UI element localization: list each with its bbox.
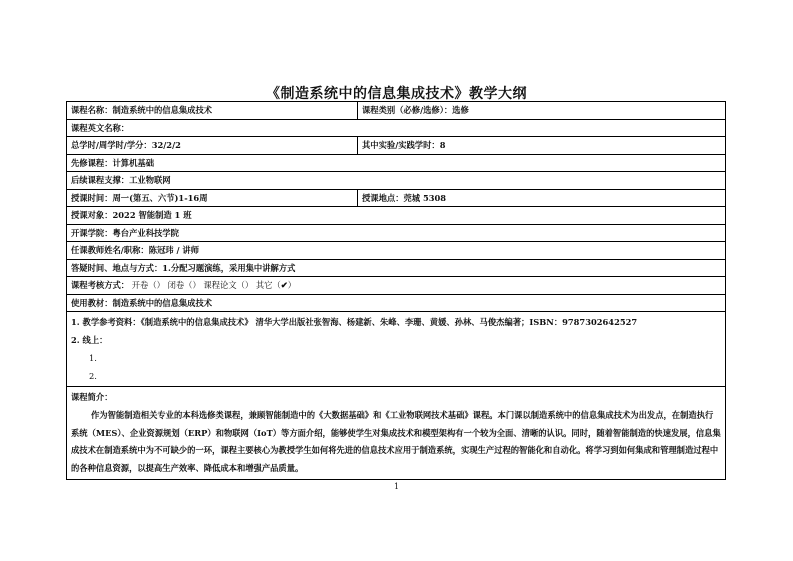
cell-qa [67,260,299,277]
reference-text: 《制造系统中的信息集成技术》 清华大学出版社张智海、杨建新、朱峰、李珊、黄媛、孙林、马俊杰编著； [140,317,530,327]
reference-line-1 [67,312,725,332]
syllabus-table [66,101,726,480]
row-college [67,225,725,243]
row-teacher [67,242,725,260]
row-intro [67,387,725,479]
label-prereq: 先修课程： [71,157,113,168]
cell-course-type [358,102,725,119]
row-assessment [67,277,725,295]
reference-line-2 [67,332,725,350]
value-college: 粤台产业科技学院 [112,227,179,238]
cell-lab-hours [358,137,725,154]
page-number: 1 [393,482,400,491]
label-time: 授课时间： [71,192,113,203]
cell-followup [67,172,175,189]
cell-audience [67,207,196,224]
label-college: 开课学院： [71,227,113,238]
cell-hours [67,137,358,154]
option-open-book[interactable]: 开卷（） [131,280,165,290]
reference-isbn: ISBN：9787302642527 [529,317,638,327]
check-mark-icon: ✔ [280,280,288,290]
label-followup: 后续课程支撑： [71,175,130,185]
cell-assessment [67,277,300,294]
label-audience: 授课对象： [71,210,113,220]
option-other[interactable] [256,280,296,290]
label-course-type: 课程类别（必修/选修）： [362,105,453,115]
row-course-name-type [67,102,725,120]
row-references [67,312,725,387]
cell-teacher [67,242,203,259]
row-prereq [67,155,725,173]
label-course-name: 课程名称： [71,105,113,115]
reference-prefix: 1. 教学参考资料： [71,317,141,327]
label-english-name: 课程英文名称： [71,122,130,133]
label-teacher: 任课教师姓名/职称： [71,245,149,255]
value-teacher: 陈冠玮 / 讲师 [148,245,199,255]
value-course-type: 选修 [452,105,469,115]
cell-place [358,190,725,207]
value-prereq: 计算机基础 [112,157,154,168]
intro-text: 作为智能制造相关专业的本科选修类课程，兼顾智能制造中的《大数据基础》和《工业物联网技术基础》课程。本门课以制造系统中的信息集成技术为出发点，在制造执行系统（MES）、企业资源规划（ERP）和物联网（IoT）等方面介绍，能够使学生对集成技术和模型架构有一个较为全面、清晰的认识。同时，随着智能制造的快速发展，信息集成技术在制造系统中为不可缺少的一环，课程主要核心为教授学生如何将先进的信息技术应用于制造系统，实现生产过程的智能化和自动化。将学习到如何集成和管理制造过程中的各种信息资源，以提高生产效率、降低成本和增强产品质量。 [71,410,721,473]
label-place: 授课地点： [362,192,404,203]
value-qa: 1.分配习题演练，采用集中讲解方式 [162,262,296,273]
reference-sub-2 [67,368,725,386]
value-followup: 工业物联网 [129,175,171,185]
cell-college [67,225,183,242]
label-qa: 答疑时间、地点与方式： [71,262,163,273]
reference-sub-1-text: 1. [89,353,97,363]
row-time-place [67,190,725,208]
row-audience [67,207,725,225]
intro-paragraph [67,407,725,479]
cell-textbook [67,295,216,312]
value-time: 周一(第五、六节)1-16周 [112,192,208,203]
document-title: 《制造系统中的信息集成技术》教学大纲 [266,86,527,102]
value-lab-hours: 8 [439,140,446,150]
option-closed-book[interactable]: 闭卷（） [167,280,201,290]
cell-course-name [67,102,358,119]
reference-sub-2-text: 2. [89,371,97,381]
value-audience: 2022 智能制造 1 班 [112,210,192,220]
label-assessment: 课程考核方式： [71,280,130,290]
value-course-name: 制造系统中的信息集成技术 [112,105,213,115]
label-hours: 总学时/周学时/学分： [71,140,152,150]
value-textbook: 制造系统中的信息集成技术 [112,297,213,308]
value-place: 莞城 5308 [403,192,447,203]
reference-sub-1 [67,350,725,368]
cell-prereq [67,155,158,172]
value-hours: 32/2/2 [151,140,181,150]
row-hours [67,137,725,155]
option-other-close: ） [287,280,297,290]
row-qa [67,260,725,278]
label-intro: 课程简介： [71,392,113,402]
cell-english-name [67,120,133,137]
label-lab-hours: 其中实验/实践学时： [362,140,440,150]
row-english-name [67,120,725,138]
label-textbook: 使用教材： [71,297,113,308]
option-paper[interactable]: 课程论文（） [203,280,254,290]
reference-online: 2. 线上： [71,335,108,345]
row-followup [67,172,725,190]
row-textbook [67,295,725,313]
cell-time [67,190,358,207]
intro-label-line [67,387,725,407]
option-other-label: 其它（ [255,280,281,290]
